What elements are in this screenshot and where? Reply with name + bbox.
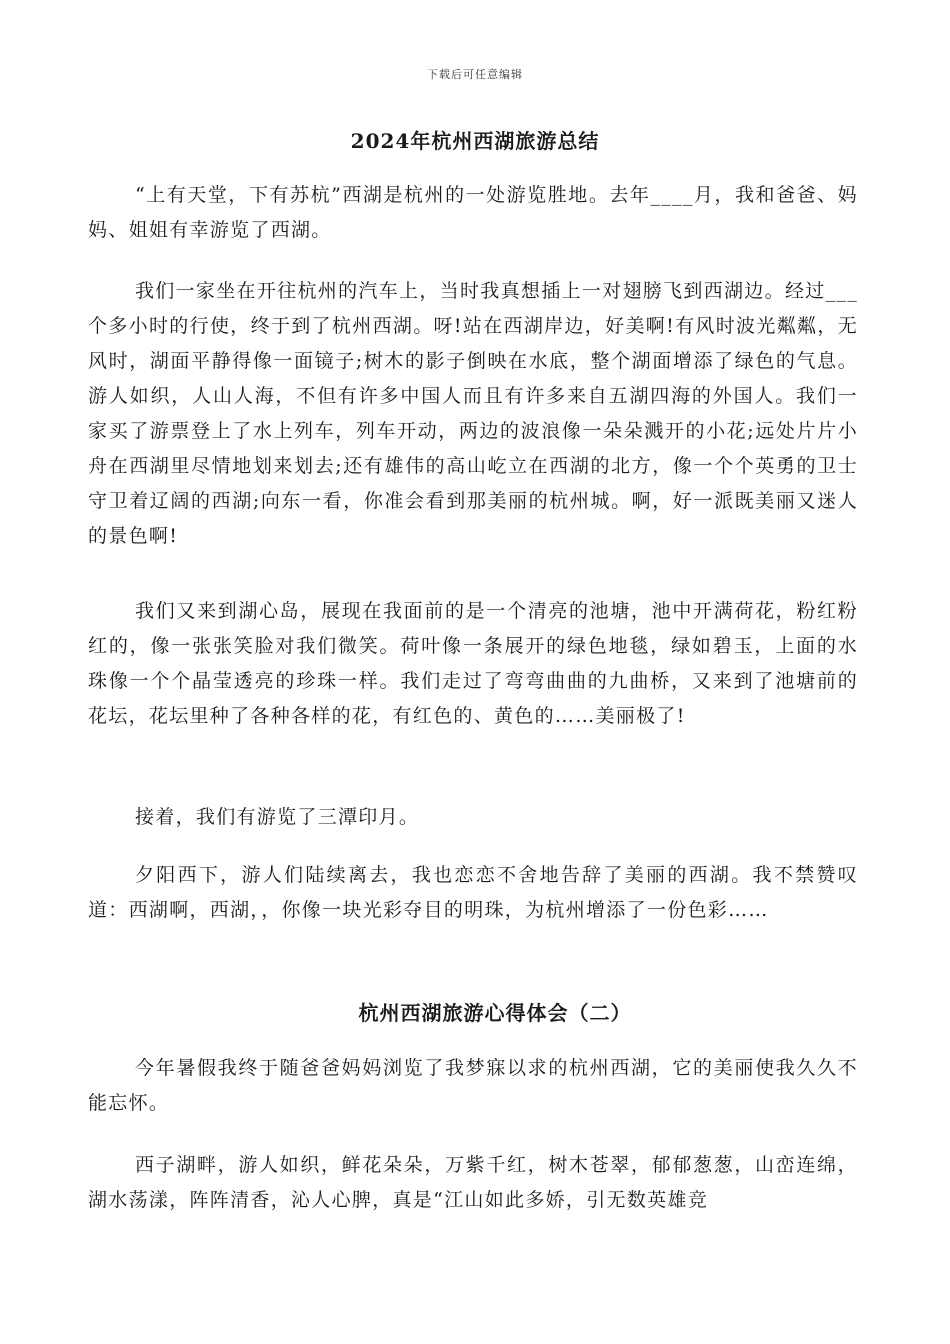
paragraph: 夕阳西下，游人们陆续离去，我也恋恋不舍地告辞了美丽的西湖。我不禁赞叹道：西湖啊，西湖，，你像一块光彩夺目的明珠，为杭州增添了一份色彩…… — [88, 864, 858, 921]
section1-title: 2024年杭州西湖旅游总结 — [350, 129, 600, 153]
paragraph: 我们又来到湖心岛，展现在我面前的是一个清亮的池塘，池中开满荷花，粉红粉红的，像一张张笑脸对我们微笑。荷叶像一条展开的绿色地毯，绿如碧玉，上面的水珠像一个个晶莹透亮的珍珠一样。我们走过了弯弯曲曲的九曲桥，又来到了池塘前的花坛，花坛里种了各种各样的花，有红色的、黄色的……美丽极了! — [88, 600, 858, 727]
paragraph: 西子湖畔，游人如织，鲜花朵朵，万紫千红，树木苍翠，郁郁葱葱，山峦连绵，湖水荡漾，阵阵清香，沁人心脾，真是“江山如此多娇，引无数英雄竞 — [88, 1154, 858, 1211]
paragraph: 接着，我们有游览了三潭印月。 — [135, 806, 420, 828]
section2-title: 杭州西湖旅游心得体会（二） — [358, 1001, 632, 1025]
paragraph: 今年暑假我终于随爸爸妈妈浏览了我梦寐以求的杭州西湖，它的美丽使我久久不能忘怀。 — [88, 1057, 858, 1114]
paragraph: “上有天堂，下有苏杭”西湖是杭州的一处游览胜地。去年____月，我和爸爸、妈妈、姐姐有幸游览了西湖。 — [88, 184, 858, 241]
paragraph: 我们一家坐在开往杭州的汽车上，当时我真想插上一对翅膀飞到西湖边。经过___个多小时的行使，终于到了杭州西湖。呀!站在西湖岸边，好美啊!有风时波光粼粼，无风时，湖面平静得像一面镜子;树木的影子倒映在水底，整个湖面增添了绿色的气息。游人如织，人山人海，不但有许多中国人而且有许多来自五湖四海的外国人。我们一家买了游票登上了水上列车，列车开动，两边的波浪像一朵朵溅开的小花;远处片片小舟在西湖里尽情地划来划去;还有雄伟的高山屹立在西湖的北方，像一个个英勇的卫士守卫着辽阔的西湖;向东一看，你准会看到那美丽的杭州城。啊，好一派既美丽又迷人的景色啊! — [88, 280, 858, 547]
header-note: 下载后可任意编辑 — [427, 68, 523, 81]
